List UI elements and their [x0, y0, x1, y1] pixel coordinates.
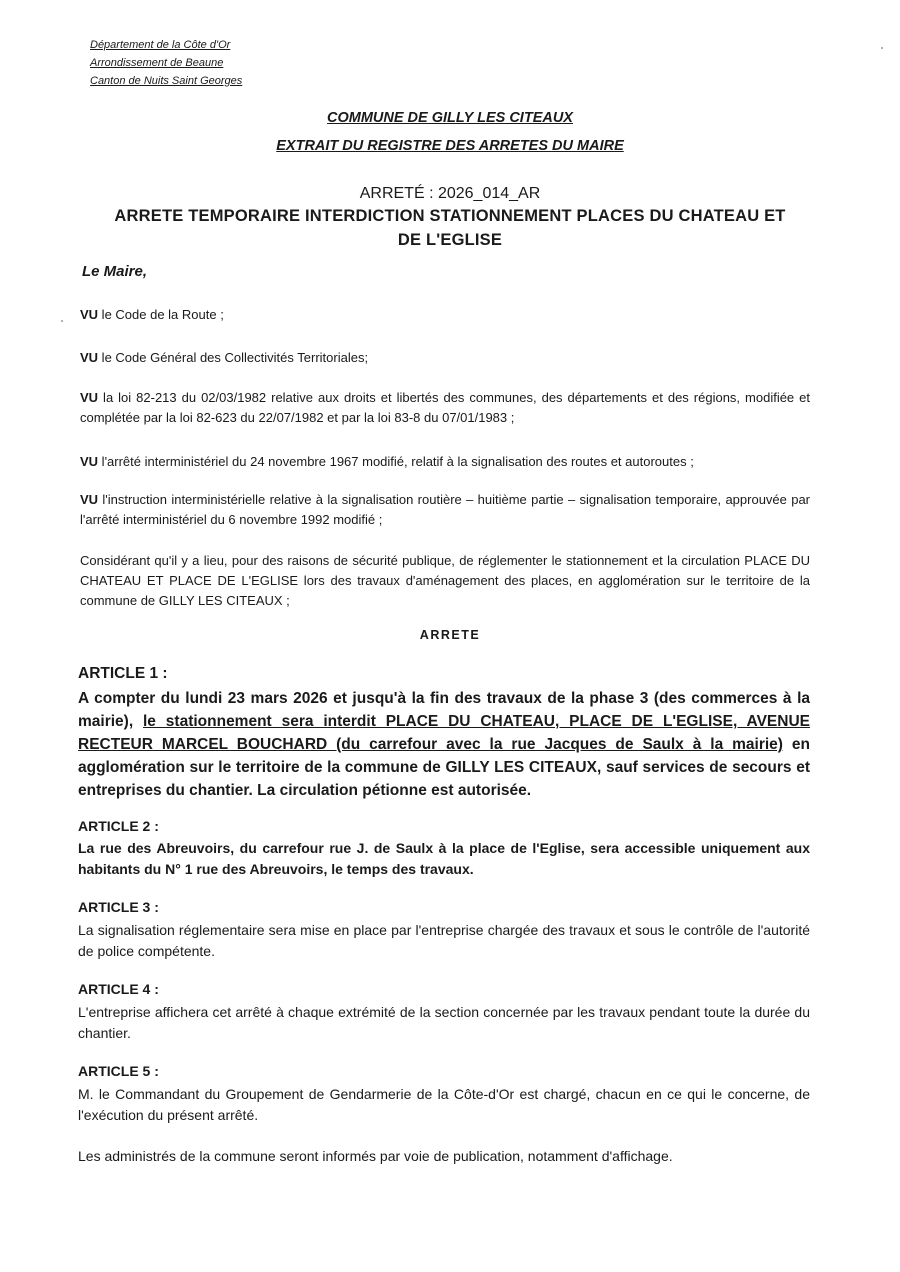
- department-line: Département de la Côte d'Or: [90, 39, 231, 51]
- article-3-title: ARTICLE 3 :: [78, 899, 159, 915]
- vu-text: le Code Général des Collectivités Territoriales;: [98, 350, 369, 365]
- article-2-title: ARTICLE 2 :: [78, 818, 159, 834]
- article-1-body: [78, 687, 810, 802]
- arrete-number: ARRETÉ : 2026_014_AR: [359, 185, 541, 202]
- arrete-heading: ARRETE: [419, 628, 481, 642]
- scan-speck: [881, 47, 883, 49]
- vu-text: l'instruction interministérielle relative à la signalisation routière – huitième partie – signalisation temporaire, approuvée par l'arrêté interministériel du 6 novembre 1992 modifié ;: [80, 492, 810, 527]
- vu-prefix: VU: [80, 350, 99, 365]
- vu-text: la loi 82-213 du 02/03/1982 relative aux droits et libertés des communes, des départements et des régions, modifiée et complétée par la loi 82-623 du 22/07/1982 et par la loi 83-8 du 07/01/1983 ;: [80, 390, 810, 425]
- maire-label: Le Maire,: [82, 263, 148, 280]
- vu-prefix: VU: [80, 307, 99, 322]
- canton-line: Canton de Nuits Saint Georges: [90, 75, 243, 87]
- considerant-paragraph: Considérant qu'il y a lieu, pour des raisons de sécurité publique, de réglementer le stationnement et la circulation PLACE DU CHATEAU ET PLACE DE L'EGLISE lors des travaux d'aménagement des places, en agglomération sur le territoire de la commune de GILLY LES CITEAUX ;: [80, 553, 810, 608]
- vu-paragraph: [80, 452, 810, 472]
- vu-text: l'arrêté interministériel du 24 novembre 1967 modifié, relatif à la signalisation des routes et autoroutes ;: [98, 454, 694, 469]
- department-header: [90, 36, 242, 90]
- vu-prefix: VU: [80, 390, 99, 405]
- article-1-text-underlined: le stationnement sera interdit PLACE DU CHATEAU, PLACE DE L'EGLISE, AVENUE RECTEUR MARCEL BOUCHARD (du carrefour avec la rue Jacques de Saulx à la mairie): [78, 713, 810, 753]
- article-4-title: ARTICLE 4 :: [78, 981, 159, 997]
- vu-paragraph: [80, 305, 810, 325]
- article-4-body: L'entreprise affichera cet arrêté à chaque extrémité de la section concernée par les travaux pendant toute la durée du chantier.: [78, 1004, 810, 1041]
- vu-prefix: VU: [80, 454, 99, 469]
- arrondissement-line: Arrondissement de Beaune: [90, 57, 224, 69]
- commune-title: COMMUNE DE GILLY LES CITEAUX: [327, 110, 573, 126]
- vu-prefix: VU: [80, 492, 99, 507]
- article-5-body: M. le Commandant du Groupement de Gendarmerie de la Côte-d'Or est chargé, chacun en ce qui le concerne, de l'exécution du présent arrêté.: [78, 1086, 810, 1123]
- scan-speck: [61, 320, 63, 322]
- vu-paragraph: [80, 490, 810, 530]
- vu-paragraph: [80, 348, 810, 368]
- vu-paragraph: [80, 388, 810, 428]
- footer-text: Les administrés de la commune seront informés par voie de publication, notamment d'affichage.: [78, 1148, 673, 1164]
- article-3-body: La signalisation réglementaire sera mise en place par l'entreprise chargée des travaux et sous le contrôle de l'autorité de police compétente.: [78, 922, 810, 959]
- arrete-title: ARRETE TEMPORAIRE INTERDICTION STATIONNEMENT PLACES DU CHATEAU ET DE L'EGLISE: [114, 207, 786, 249]
- vu-text: le Code de la Route ;: [98, 307, 224, 322]
- article-5-title: ARTICLE 5 :: [78, 1063, 159, 1079]
- registre-title: EXTRAIT DU REGISTRE DES ARRETES DU MAIRE: [276, 138, 624, 154]
- article-1-text-before: A compter du lundi 23 mars 2026 et jusqu'à la fin des travaux de la phase 3 (des commerces à la mairie),: [78, 690, 810, 730]
- article-2-body: La rue des Abreuvoirs, du carrefour rue J. de Saulx à la place de l'Eglise, sera accessible uniquement aux habitants du N° 1 rue des Abreuvoirs, le temps des travaux.: [78, 840, 810, 877]
- article-1-text-after: en agglomération sur le territoire de la commune de GILLY LES CITEAUX, sauf services de secours et entreprises du chantier. La circulation pétionne est autorisée.: [78, 736, 810, 799]
- article-1-title: ARTICLE 1 :: [78, 665, 168, 682]
